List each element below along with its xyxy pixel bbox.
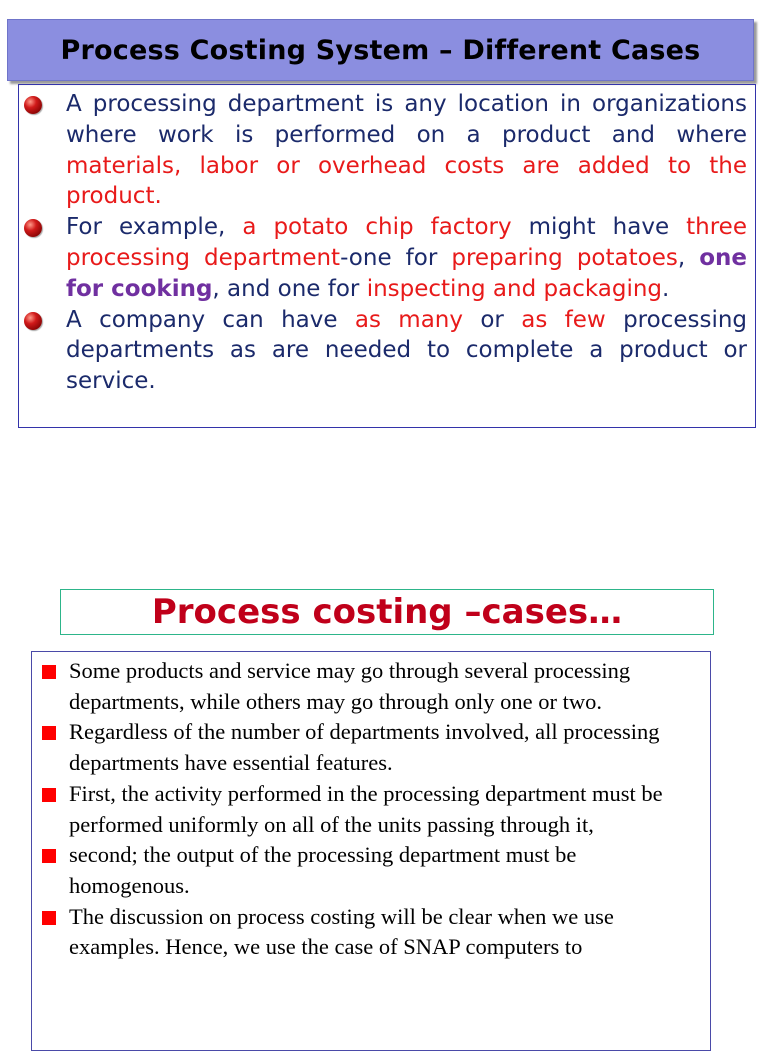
- slide1-bullet: [19, 89, 747, 212]
- slide2-bullet: [32, 840, 702, 901]
- slide2-bullet: [32, 902, 702, 963]
- red-square-bullet-icon: [42, 911, 56, 925]
- red-square-bullet-icon: [42, 849, 56, 863]
- slide1-title: Process Costing System – Different Cases: [60, 34, 701, 66]
- bullet-text: For example,: [66, 214, 243, 241]
- slide2-bullet: [32, 717, 702, 778]
- bullet-text: ,: [677, 244, 700, 271]
- bullet-text: -one for: [340, 244, 452, 271]
- bullet-text: A processing department is any location in organizations where work is performed on a product and where: [66, 91, 747, 148]
- red-square-bullet-icon: [42, 788, 56, 802]
- bullet-text: A company can have: [66, 306, 355, 333]
- bullet-text: .: [662, 275, 670, 302]
- emphasis-text: one for cooking: [66, 244, 747, 302]
- bullet-text: Regardless of the number of departments involved, all processing departments have essential features.: [69, 719, 660, 776]
- bullet-text: , and one for: [212, 275, 367, 302]
- red-ball-bullet-icon: [24, 312, 42, 330]
- red-ball-bullet-icon: [24, 96, 42, 114]
- bullet-text: Some products and service may go through several processing departments, while others may go through only one or two.: [69, 658, 631, 714]
- bullet-text: The discussion on process costing will be clear when we use examples. Hence, we use the case of SNAP computers to: [69, 903, 614, 960]
- slide2-body-box: [31, 651, 711, 1051]
- highlight-text: a potato chip factory: [242, 214, 512, 241]
- slide2-bullet: [32, 656, 702, 717]
- red-square-bullet-icon: [42, 665, 56, 679]
- highlight-text: as many: [354, 306, 463, 333]
- bullet-text: First, the activity performed in the processing department must be performed uniformly on all of the units passing through it,: [69, 780, 663, 837]
- slide1-bullet: [19, 212, 747, 304]
- slide2-bullet: [32, 779, 702, 840]
- highlight-text: as few: [521, 306, 606, 333]
- slide2-title: Process costing –cases…: [151, 592, 623, 632]
- highlight-text: preparing potatoes: [451, 244, 678, 271]
- slide1-body-box: [18, 84, 756, 428]
- slide1-title-bar: [7, 19, 754, 81]
- red-ball-bullet-icon: [24, 219, 42, 237]
- bullet-text: processing departments as are needed to complete a product or service.: [66, 306, 748, 395]
- red-square-bullet-icon: [42, 726, 56, 740]
- bullet-text: might have: [511, 214, 687, 241]
- highlight-text: materials, labor or overhead costs are added to the product.: [66, 152, 747, 210]
- slide2-title-box: [60, 589, 714, 635]
- highlight-text: three processing department: [66, 214, 747, 271]
- highlight-text: inspecting and packaging: [366, 275, 663, 302]
- bullet-text: second; the output of the processing department must be homogenous.: [69, 842, 577, 898]
- bullet-text: or: [463, 306, 522, 333]
- slide1-bullet: [19, 305, 747, 397]
